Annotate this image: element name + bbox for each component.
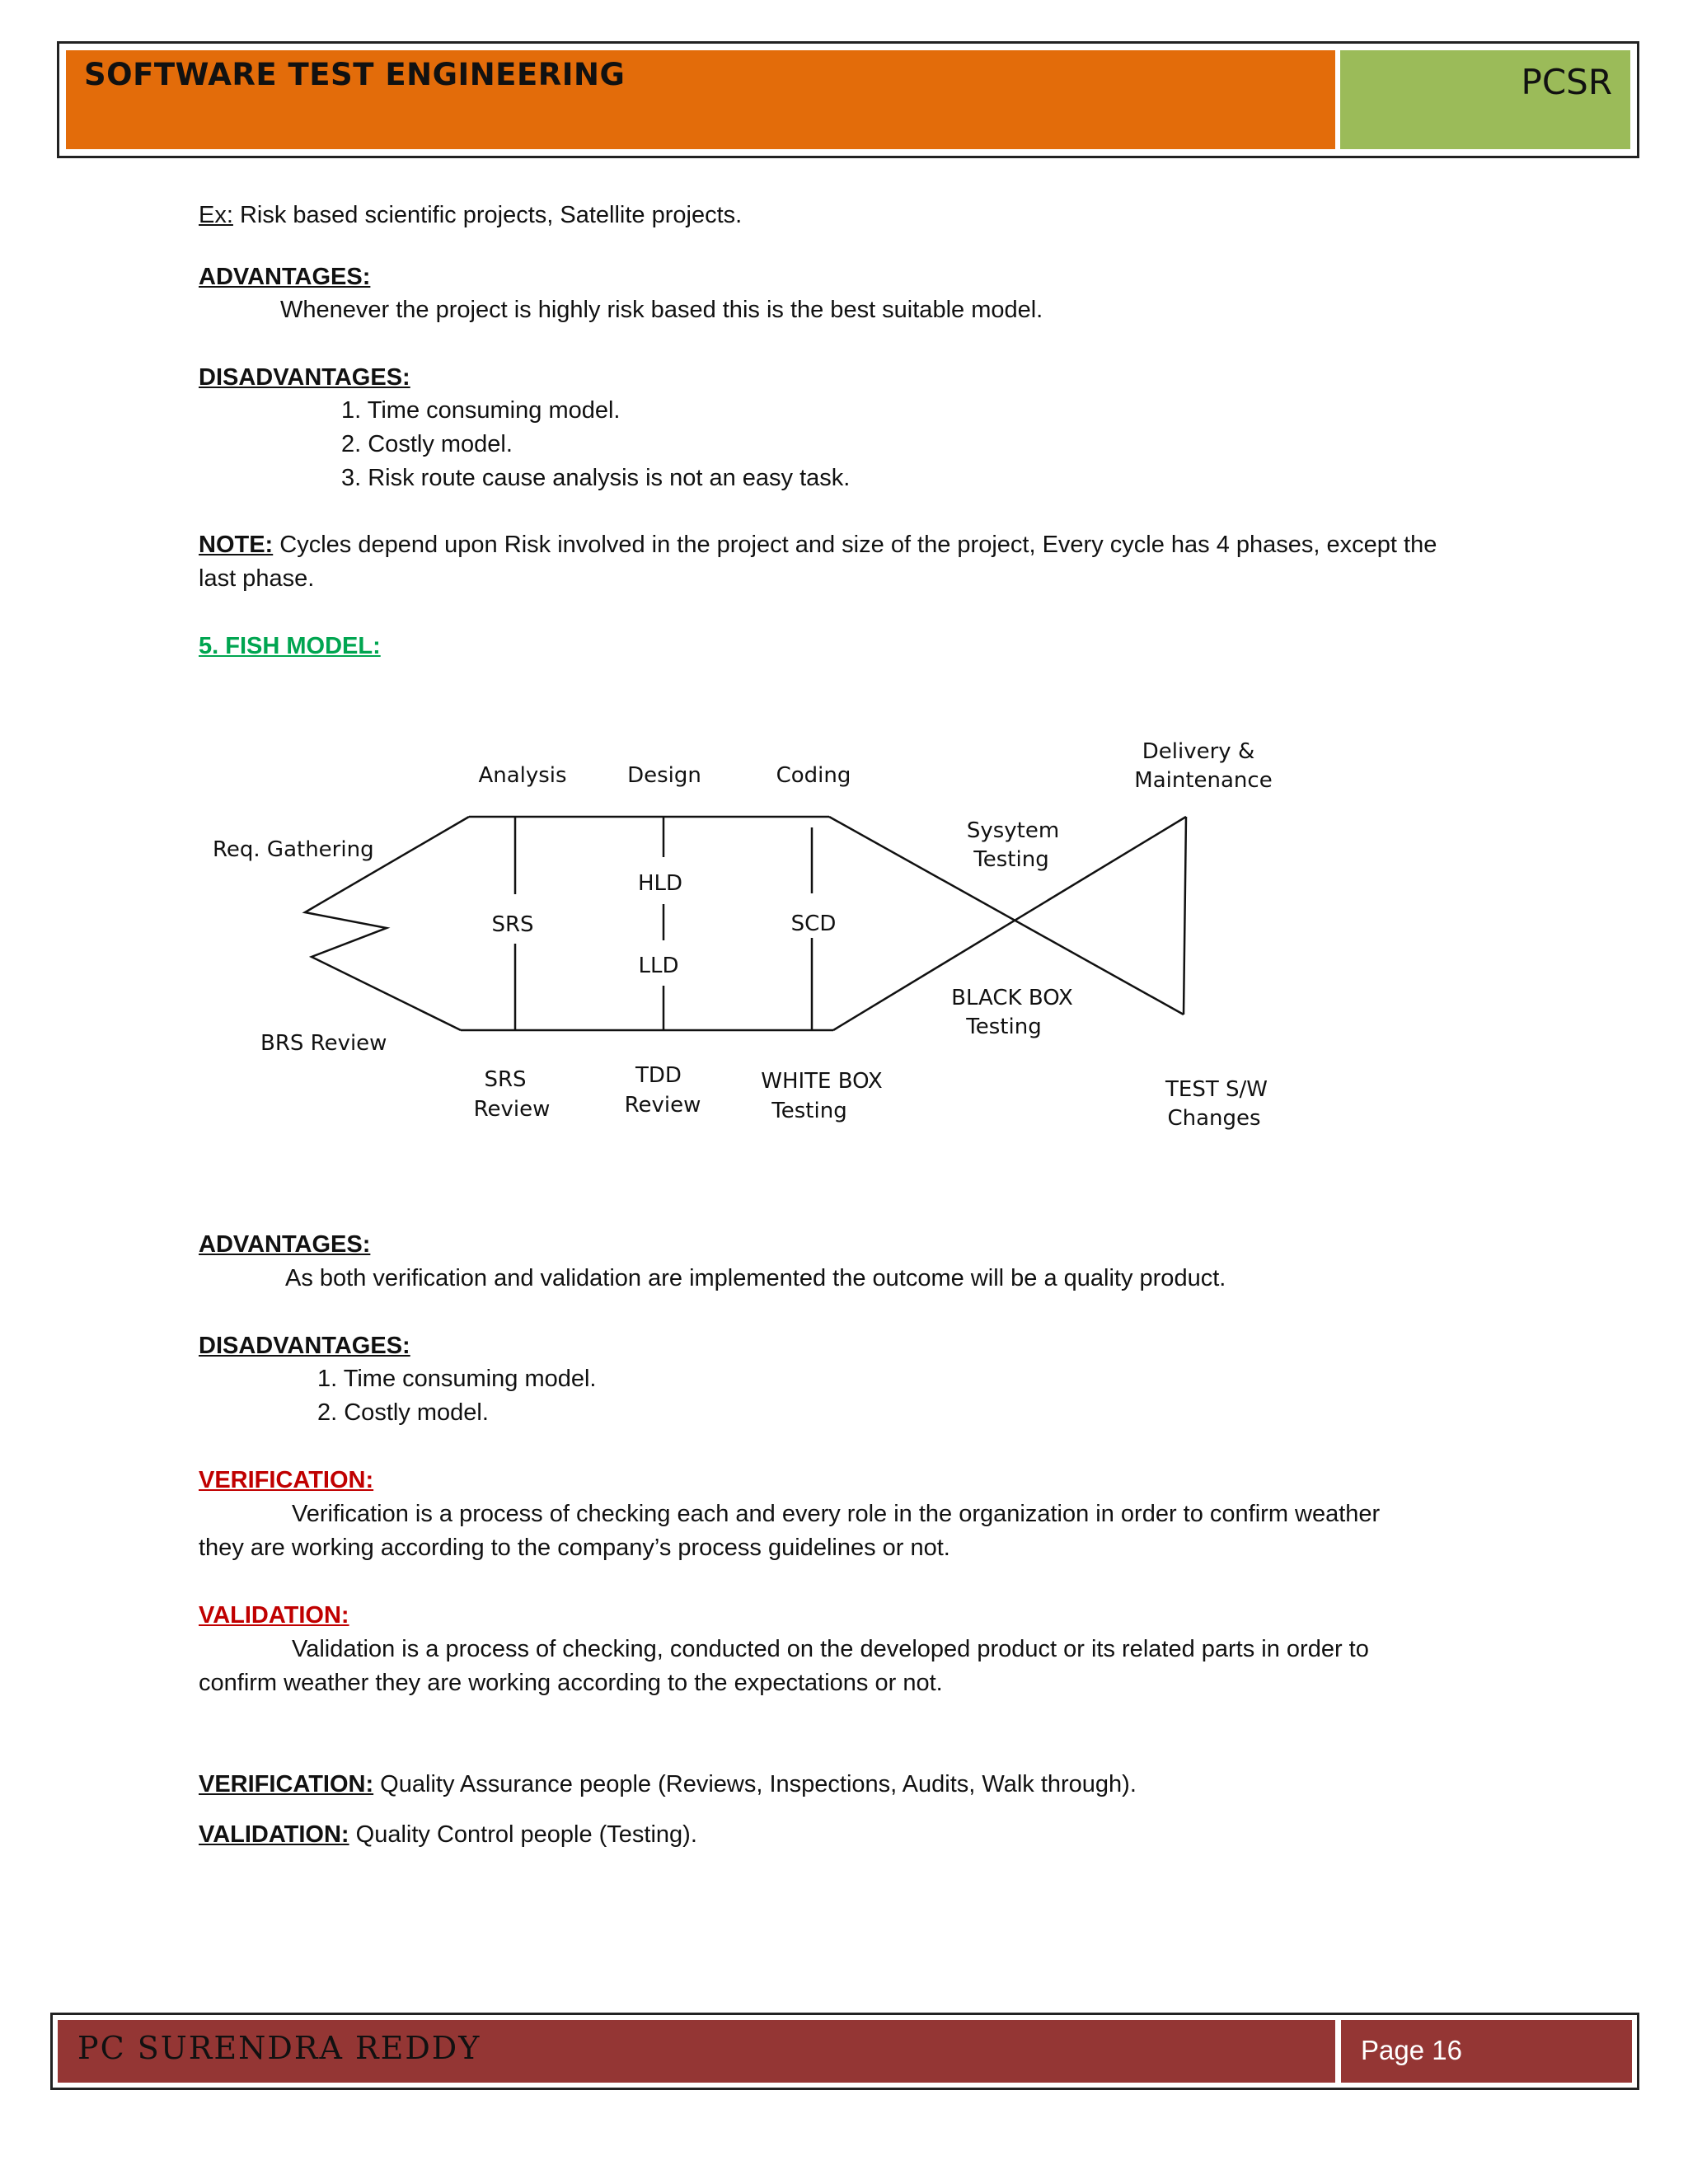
footer-name-band <box>58 2020 1335 2083</box>
spiral-disadvantage-item: 1. Time consuming model. <box>341 397 621 424</box>
label-white-box-line1: WHITE BOX <box>761 1069 883 1094</box>
fish-body-upper-diagonal <box>829 817 1184 1015</box>
label-black-box-line1: BLACK BOX <box>951 986 1073 1010</box>
label-brs-review: BRS Review <box>260 1031 387 1056</box>
header-title-band <box>66 50 1335 149</box>
fish-model-diagram <box>198 725 1302 1154</box>
note-line-2: last phase. <box>199 565 315 592</box>
example-line <box>199 199 742 232</box>
fish-tail-edge <box>1184 817 1186 1015</box>
label-test-sw-line1: TEST S/W <box>1165 1077 1268 1102</box>
header-code-band <box>1340 50 1630 149</box>
header-title: SOFTWARE TEST ENGINEERING <box>84 57 626 92</box>
validation-text-line1: Validation is a process of checking, conducted on the developed product or its related parts in order to <box>292 1636 1369 1662</box>
spiral-disadvantage-item: 3. Risk route cause analysis is not an easy task. <box>341 465 851 491</box>
spiral-disadvantages-heading: DISADVANTAGES: <box>199 364 410 391</box>
summary-verification <box>199 1768 1137 1802</box>
footer-author-name: PC SURENDRA REDDY <box>77 2030 481 2066</box>
page-footer <box>50 2013 1639 2090</box>
example-text: Risk based scientific projects, Satellite projects. <box>232 202 743 228</box>
label-scd: SCD <box>790 912 837 936</box>
label-white-box-line2: Testing <box>771 1099 847 1123</box>
fish-advantages-heading: ADVANTAGES: <box>199 1231 371 1258</box>
example-label: Ex: <box>199 202 233 228</box>
fish-advantages-text: As both verification and validation are implemented the outcome will be a quality product. <box>285 1265 1226 1291</box>
spiral-advantages-heading: ADVANTAGES: <box>199 264 371 290</box>
fish-disadvantage-item: 2. Costly model. <box>317 1399 489 1426</box>
label-srs-review-line1: SRS <box>484 1067 527 1092</box>
label-coding: Coding <box>776 763 851 788</box>
label-test-sw-line2: Changes <box>1167 1106 1261 1131</box>
note-label: NOTE: <box>199 532 274 558</box>
header-code: PCSR <box>1521 62 1612 102</box>
summary-validation-text: Quality Control people (Testing). <box>349 1821 697 1848</box>
spiral-disadvantage-item: 2. Costly model. <box>341 431 513 457</box>
page-header <box>57 41 1639 158</box>
fish-disadvantage-item: 1. Time consuming model. <box>317 1366 597 1392</box>
verification-text-line2: they are working according to the company’s process guidelines or not. <box>199 1535 950 1561</box>
footer-page-number: Page 16 <box>1361 2035 1462 2065</box>
validation-text-line2: confirm weather they are working according to the expectations or not. <box>199 1670 943 1696</box>
summary-verification-text: Quality Assurance people (Reviews, Inspections, Audits, Walk through). <box>373 1771 1137 1797</box>
note-line <box>199 528 1437 562</box>
label-lld: LLD <box>638 954 679 978</box>
label-hld: HLD <box>637 871 683 896</box>
validation-heading: VALIDATION: <box>199 1602 349 1629</box>
label-req-gathering: Req. Gathering <box>213 837 374 862</box>
label-srs: SRS <box>491 912 534 937</box>
fish-model-heading: 5. FISH MODEL: <box>199 633 381 659</box>
label-analysis: Analysis <box>478 763 567 788</box>
spiral-advantages-text: Whenever the project is highly risk based this is the best suitable model. <box>280 297 1043 323</box>
summary-validation-label: VALIDATION: <box>199 1821 349 1848</box>
verification-heading: VERIFICATION: <box>199 1467 374 1493</box>
label-delivery-line1: Delivery & <box>1142 739 1255 764</box>
label-delivery-line2: Maintenance <box>1134 768 1273 793</box>
footer-page-band <box>1341 2020 1632 2083</box>
verification-text-line1: Verification is a process of checking each and every role in the organization in order to confirm weather <box>292 1501 1381 1527</box>
label-system-testing-line2: Testing <box>973 847 1049 872</box>
summary-validation <box>199 1818 697 1852</box>
summary-verification-label: VERIFICATION: <box>199 1771 374 1797</box>
label-srs-review-line2: Review <box>473 1097 551 1122</box>
label-tdd-review-line2: Review <box>624 1093 701 1118</box>
note-text: Cycles depend upon Risk involved in the project and size of the project, Every cycle has 4 phases, except the <box>273 532 1437 558</box>
label-design: Design <box>627 763 701 788</box>
fish-disadvantages-heading: DISADVANTAGES: <box>199 1333 410 1359</box>
label-system-testing-line1: Sysytem <box>966 818 1060 843</box>
label-black-box-line2: Testing <box>966 1015 1042 1039</box>
label-tdd-review-line1: TDD <box>635 1063 682 1088</box>
